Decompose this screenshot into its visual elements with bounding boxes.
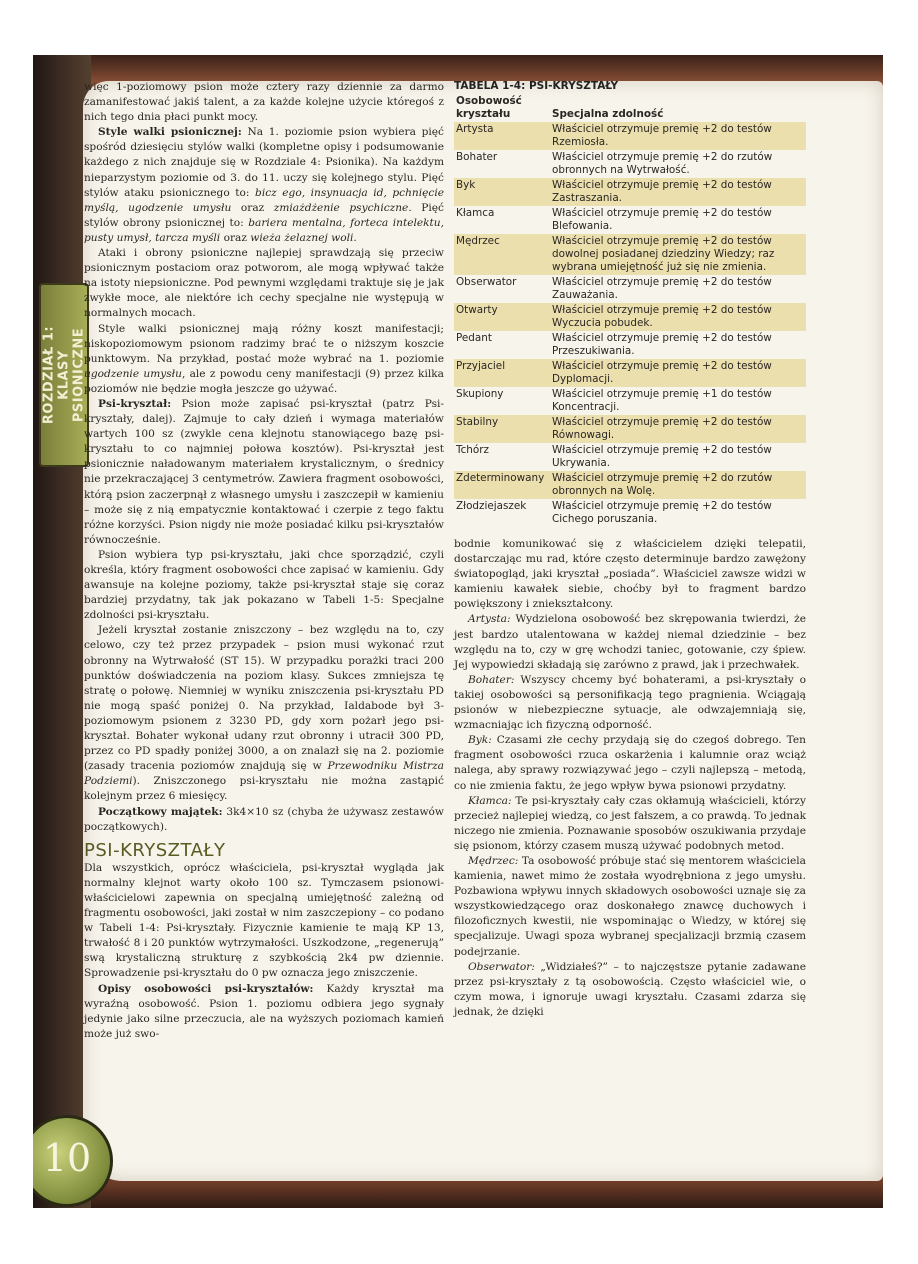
paragraph-lead: Byk: <box>468 734 492 747</box>
section-heading: PSI-KRYSZTAŁY <box>84 839 226 861</box>
paragraph-lead: Artysta: <box>468 613 511 626</box>
crystal-personality: Stabilny <box>454 415 550 443</box>
paragraph: Psion wybiera typ psi-kryształu, jaki chce sporządzić, czyli określa, który fragment osobowości chce zapisać w kamieniu. Gdy awansuje na kolejne poziomy, także psi-kryształ staje się coraz bardziej przydatny, tak jak pokazano w Tabeli 1-5: Specjalne zdolności psi-kryształu. <box>84 548 444 622</box>
text: Te psi-kryształy cały czas okłamują właścicieli, którzy przecież najlepiej wiedzą, co jest fałszem, a co prawdą. To jednak niczego nie zmienia. Poznawanie sposobów oszukiwania przydaje się psionom, którzy czasem muszą używać podobnych metod. <box>454 794 806 852</box>
column-header <box>454 94 550 122</box>
text: Wszyscy chcemy być bohaterami, a psi-kryształy o takiej osobowości są personifikacją tego pragnienia. Wciągają psionów w niebezpieczne sytuacje, ale odwzajemniają się, wzmacniając ich fizyczną odporność. <box>454 673 806 732</box>
text: Ta osobowość próbuje stać się mentorem właściciela kamienia, nawet mimo że została wyodrębniona z jego umysłu. Pozbawiona wpływu innych składowych osobowości uznaje się za wszystkowiedzącego oraz doskonałego znawcę duchowych i filozoficznych kwestii, nie wspominając o Wiedzy, w której się specjalizuje. Uwagi spoza wybranej specjalizacji brzmią czasem podejrzanie. <box>454 854 806 958</box>
special-ability: Właściciel otrzymuje premię +2 do testów Dyplomacji. <box>550 359 806 387</box>
paragraph-lead: Kłamca: <box>468 794 512 807</box>
text: ). Zniszczonego psi-kryształu nie można zastąpić kolejnym przez 6 miesięcy. <box>84 775 444 803</box>
paragraph <box>84 982 444 1042</box>
chapter-tab-label <box>42 285 87 465</box>
crystal-personality: Skupiony <box>456 388 504 400</box>
text: Psion może zapisać psi-kryształ (patrz Psi-kryształy, dalej). Zajmuje to cały dzień i wymaga materiałów wartych 100 sz (zwykle cena klejnotu stanowiącego bazę psi-kryształu to co najmniej połowa kosztów). Psi-kryształ jest psionicznie naładowanym materiałem krystalicznym, o średnicy nie przekraczającej 3 centymetrów. Zawiera fragment osobowości, którą psion zaczerpnął z własnego umysłu i zaszczepił w kamieniu – może się z nią empatycznie kontaktować i czerpie z tego faktu różne korzyści. Psion nigdy nie może posiadać kilku psi-kryształów równocześnie. <box>84 397 444 546</box>
special-ability: Właściciel otrzymuje premię +2 do rzutów obronnych na Wolę. <box>550 471 806 499</box>
right-column <box>454 80 806 1020</box>
book-title: Przewodniku Mistrza Podziemi <box>84 760 444 788</box>
paragraph-lead: Opisy osobowości psi-kryształów: <box>98 982 314 995</box>
crystal-personality: Pedant <box>456 332 492 344</box>
text: , ale z powodu ceny manifestacji (9) przez kilka poziomów nie będzie mogła jeszcze go używać. <box>84 367 444 395</box>
paragraph: bodnie komunikować się z właścicielem dzięki telepatii, dostarczając mu rad, które często determinuje bardzo zawężony światopogląd, jaki kryształ „posiada”. Właściciel zawsze widzi w kamieniu kawałek siebie, choćby był to fragment bardzo powiększony i zniekształcony. <box>454 538 806 611</box>
text: 3k4⨯10 sz (chyba że używasz zestawów początkowych). <box>84 805 444 833</box>
table-title: TABELA 1-4: PSI-KRYSZTAŁY <box>454 80 619 92</box>
term: bariera mentalna, forteca intelektu, pusty umysł, tarcza myśli <box>84 216 445 244</box>
table-row <box>454 499 806 527</box>
text: Na 1. poziomie psion wybiera pięć spośród dziesięciu stylów walki (kompletne opisy i podsumowanie każdego z nich znajduje się w Rozdziale 4: Psionika). Na każdym nieparzystym poziomie od 3. do 11. uczy się kolejnego stylu. Pięć stylów ataku psionicznego to: <box>84 126 444 199</box>
crystal-personality: Zdeterminowany <box>454 471 550 499</box>
paragraph <box>454 612 806 672</box>
table-row <box>454 150 806 178</box>
column-header-line: kryształu <box>456 108 511 120</box>
table-row <box>454 234 806 275</box>
crystal-personality: Bohater <box>456 151 498 163</box>
term: wieża żelaznej woli <box>250 231 354 244</box>
crystal-personality: Mędrzec <box>454 234 550 275</box>
table-row <box>454 471 806 499</box>
crystal-personality: Obserwator <box>456 276 517 288</box>
crystal-personality: Kłamca <box>456 207 495 219</box>
text: Każdy kryształ ma wyraźną osobowość. Psion 1. poziomu odbiera jego sygnały jedynie jako silne przeczucia, ale na wyższych poziomach kamień może już swo- <box>84 982 444 1040</box>
chapter-tab <box>39 283 89 467</box>
page-number: 10 <box>42 1136 92 1180</box>
text: „Widziałeś?” – to najczęstsze pytanie zadawane przez psi-kryształy z tą osobowością. Często właściciel wie, o czym mowa, i ignoruje uwagi kryształu. Czasami zdarza się jednak, że dzięki <box>454 960 806 1018</box>
column-header-line: Osobowość <box>456 95 522 107</box>
table-row <box>454 331 806 359</box>
paragraph: Ataki i obrony psioniczne najlepiej sprawdzają się przeciw psionicznym postaciom oraz potworom, ale mogą wpływać także na istoty niepsioniczne. Pod pewnymi względami traktuje się je jak zwykłe moce, ale niektóre ich cechy specjalne nie występują w normalnych mocach. <box>84 247 444 320</box>
table-row <box>454 443 806 471</box>
paragraph <box>84 623 444 804</box>
table-row <box>454 303 806 331</box>
crystal-personality: Złodziejaszek <box>456 500 527 512</box>
table-row <box>454 178 806 206</box>
special-ability: Właściciel otrzymuje premię +2 do testów Zauważania. <box>552 276 772 301</box>
paragraph <box>454 854 806 960</box>
text: . Pięć stylów obrony psionicznej to: <box>84 201 444 229</box>
paragraph <box>454 733 806 793</box>
text: Style walki psionicznej mają różny koszt manifestacji; niskopoziomowym psionom radzimy brać te o niższym koszcie punktowym. Na przykład, postać może wybrać na 1. poziomie <box>84 322 444 365</box>
term: ugodzenie umysłu <box>84 367 182 380</box>
table-row <box>454 415 806 443</box>
paragraph: więc 1-poziomowy psion może cztery razy dziennie za darmo zamanifestować jakiś talent, a za każde kolejne użycie któregoś z nich tego dnia płaci punkt mocy. <box>84 81 444 124</box>
right-body-text <box>454 537 806 1020</box>
paragraph <box>454 794 806 854</box>
chapter-title-line1: KLASY <box>56 350 72 400</box>
special-ability: Właściciel otrzymuje premię +2 do testów Cichego poruszania. <box>552 500 772 525</box>
term: zmiażdżenie psychiczne <box>273 201 409 214</box>
special-ability: Właściciel otrzymuje premię +2 do testów Równowagi. <box>550 415 806 443</box>
column-header: Specjalna zdolność <box>552 108 664 120</box>
table-row <box>454 275 806 303</box>
special-ability: Właściciel otrzymuje premię +2 do testów Przeszukiwania. <box>552 332 772 357</box>
special-ability: Właściciel otrzymuje premię +2 do testów Ukrywania. <box>552 444 772 469</box>
paragraph <box>84 805 444 835</box>
paragraph <box>454 960 806 1020</box>
left-column <box>84 80 444 1042</box>
psi-crystal-table <box>454 94 806 527</box>
term: bicz ego, insynuacja id, pchnięcie myślą, ugodzenie umysłu <box>84 186 444 214</box>
text: oraz <box>231 201 274 214</box>
paragraph: Dla wszystkich, oprócz właściciela, psi-kryształ wygląda jak normalny klejnot warty około 100 sz. Tymczasem psionowi-właścicielowi zapewnia on specjalną umiejętność zależną od fragmentu osobowości, jaki został w nim zaszczepiony – co podano w Tabeli 1-4: Psi-kryształy. Fizycznie kamienie te mają KP 13, trwałość 8 i 20 punktów wytrzymałości. Uszkodzone, „regenerują” swą krystaliczną strukturę z szybkością 2k4 pw dziennie. Sprowadzenie psi-kryształu do 0 pw oznacza jego zniszczenie. <box>84 861 444 980</box>
text: Czasami złe cechy przydają się do czegoś dobrego. Ten fragment osobowości rzuca oskarżenia i kalumnie oraz wciąż nalega, aby sprawy rozwiązywać jego – czyli najlepszą – metodą, co nie zmienia faktu, że jego wpływ bywa psionowi przydatny. <box>454 734 806 792</box>
chapter-number: ROZDZIAŁ 1: <box>41 325 57 425</box>
paragraph <box>84 397 444 548</box>
text: Wydzielona osobowość bez skrępowania twierdzi, że jest bardzo utalentowana w każdej niemal dziedzinie – bez względu na to, czy w grę wchodzi taniec, gotowanie, czy śpiew. Jej wypowiedzi składają się zarówno z prawd, jak i przechwałek. <box>454 613 806 671</box>
special-ability: Właściciel otrzymuje premię +2 do testów Rzemiosła. <box>550 122 806 150</box>
crystal-personality: Otwarty <box>454 303 550 331</box>
table-row <box>454 387 806 415</box>
paragraph-lead: Obserwator: <box>468 960 535 973</box>
table-row <box>454 359 806 387</box>
special-ability: Właściciel otrzymuje premię +2 do testów Blefowania. <box>552 207 772 232</box>
paragraph-lead: Bohater: <box>468 673 515 686</box>
crystal-personality: Byk <box>454 178 550 206</box>
text: oraz <box>220 231 251 244</box>
paragraph-lead: Początkowy majątek: <box>98 805 223 818</box>
table-row <box>454 122 806 150</box>
table-row <box>454 206 806 234</box>
text: . <box>353 231 357 244</box>
special-ability: Właściciel otrzymuje premię +2 do testów Wyczucia pobudek. <box>550 303 806 331</box>
crystal-personality: Artysta <box>454 122 550 150</box>
special-ability: Właściciel otrzymuje premię +2 do rzutów obronnych na Wytrwałość. <box>552 151 773 176</box>
special-ability: Właściciel otrzymuje premię +2 do testów Zastraszania. <box>550 178 806 206</box>
paragraph-lead: Psi-kryształ: <box>98 397 172 410</box>
table-body <box>454 122 806 527</box>
table-header-row <box>454 94 806 122</box>
crystal-personality: Przyjaciel <box>454 359 550 387</box>
paragraph <box>84 125 444 246</box>
text: Jeżeli kryształ zostanie zniszczony – bez względu na to, czy celowo, czy też przez przypadek – psion musi wykonać rzut obronny na Wytrwałość (ST 15). W przypadku porażki traci 200 punktów doświadczenia na poziom klasy. Sukces zmniejsza tę stratę o połowę. Niemniej w wyniku zniszczenia psi-kryształu PD nie mogą spaść poniżej 0. Na przykład, Ialdabode był 3-poziomowym psionem z 3230 PD, gdy xorn pożarł jego psi-kryształ. Bohater wykonał udany rzut obronny i utracił 300 PD, przez co PD spadły poniżej 3000, a on znalazł się na 2. poziomie (zasady tracenia poziomów znajdują się w <box>84 624 444 773</box>
special-ability: Właściciel otrzymuje premię +1 do testów Koncentracji. <box>552 388 772 413</box>
paragraph-lead: Mędrzec: <box>468 854 519 867</box>
special-ability: Właściciel otrzymuje premię +2 do testów dowolnej posiadanej dziedziny Wiedzy; raz wybrana umiejętność już się nie zmienia. <box>550 234 806 275</box>
paragraph-lead: Style walki psionicznej: <box>98 126 242 139</box>
crystal-personality: Tchórz <box>456 444 489 456</box>
chapter-title-line2: PSIONICZNE <box>71 327 87 423</box>
paragraph <box>84 322 444 397</box>
paragraph <box>454 673 806 733</box>
